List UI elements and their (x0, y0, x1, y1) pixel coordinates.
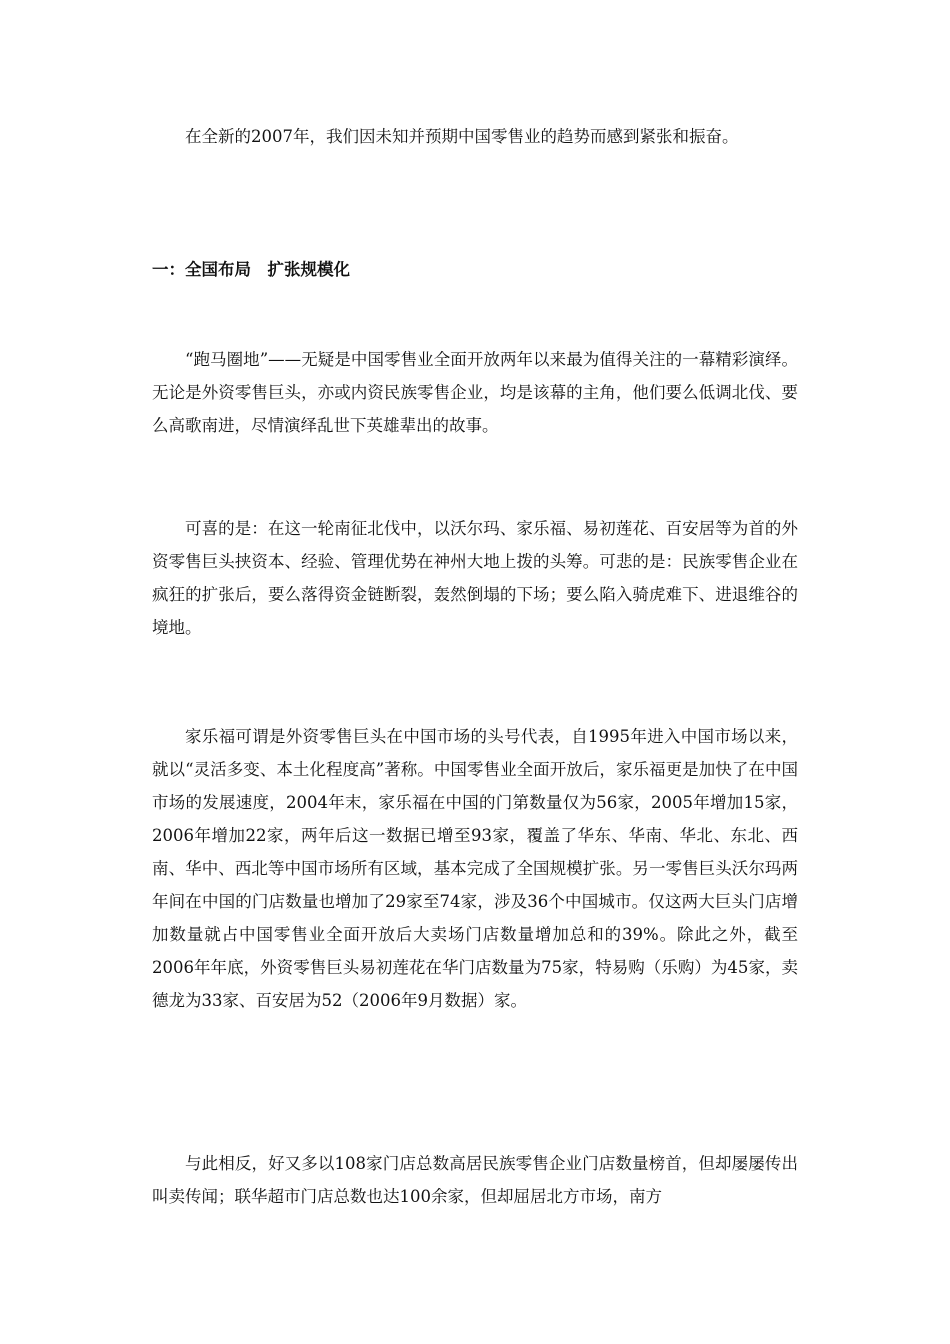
paragraph-carrefour: 家乐福可谓是外资零售巨头在中国市场的头号代表，自1995年进入中国市场以来，就以“灵活多变、本土化程度高”著称。中国零售业全面开放后，家乐福更是加快了在中国市场的发展速度，2004年末，家乐福在中国的门第数量仅为56家，2005年增加15家，2006年增加22家，两年后这一数据已增至93家，覆盖了华东、华南、华北、东北、西南、华中、西北等中国市场所有区域，基本完成了全国规模扩张。另一零售巨头沃尔玛两年间在中国的门店数量也增加了29家至74家，涉及36个中国城市。仅这两大巨头门店增加数量就占中国零售业全面开放后大卖场门店数量增加总和的39%。除此之外，截至2006年年底，外资零售巨头易初莲花在华门店数量为75家，特易购（乐购）为45家，卖德龙为33家、百安居为52（2006年9月数据）家。 (152, 727, 798, 1010)
paragraph-paoma-quandi: “跑马圈地”——无疑是中国零售业全面开放两年以来最为值得关注的一幕精彩演绎。无论是外资零售巨头，亦或内资民族零售企业，均是该幕的主角，他们要么低调北伐、要么高歌南进，尽情演绎乱世下英雄辈出的故事。 (152, 350, 798, 435)
intro-paragraph: 在全新的2007年，我们因未知并预期中国零售业的趋势而感到紧张和振奋。 (185, 127, 739, 146)
paragraph-haoyouduo: 与此相反，好又多以108家门店总数高居民族零售企业门店数量榜首，但却屡屡传出叫卖传闻；联华超市门店总数也达100余家，但却屈居北方市场，南方 (152, 1154, 798, 1206)
section-heading: 一：全国布局 扩张规模化 (152, 260, 350, 279)
paragraph-kexi-kebei: 可喜的是：在这一轮南征北伐中，以沃尔玛、家乐福、易初莲花、百安居等为首的外资零售巨头挟资本、经验、管理优势在神州大地上拨的头筹。可悲的是：民族零售企业在疯狂的扩张后，要么落得资金链断裂，轰然倒塌的下场；要么陷入骑虎难下、进退维谷的境地。 (152, 519, 798, 637)
